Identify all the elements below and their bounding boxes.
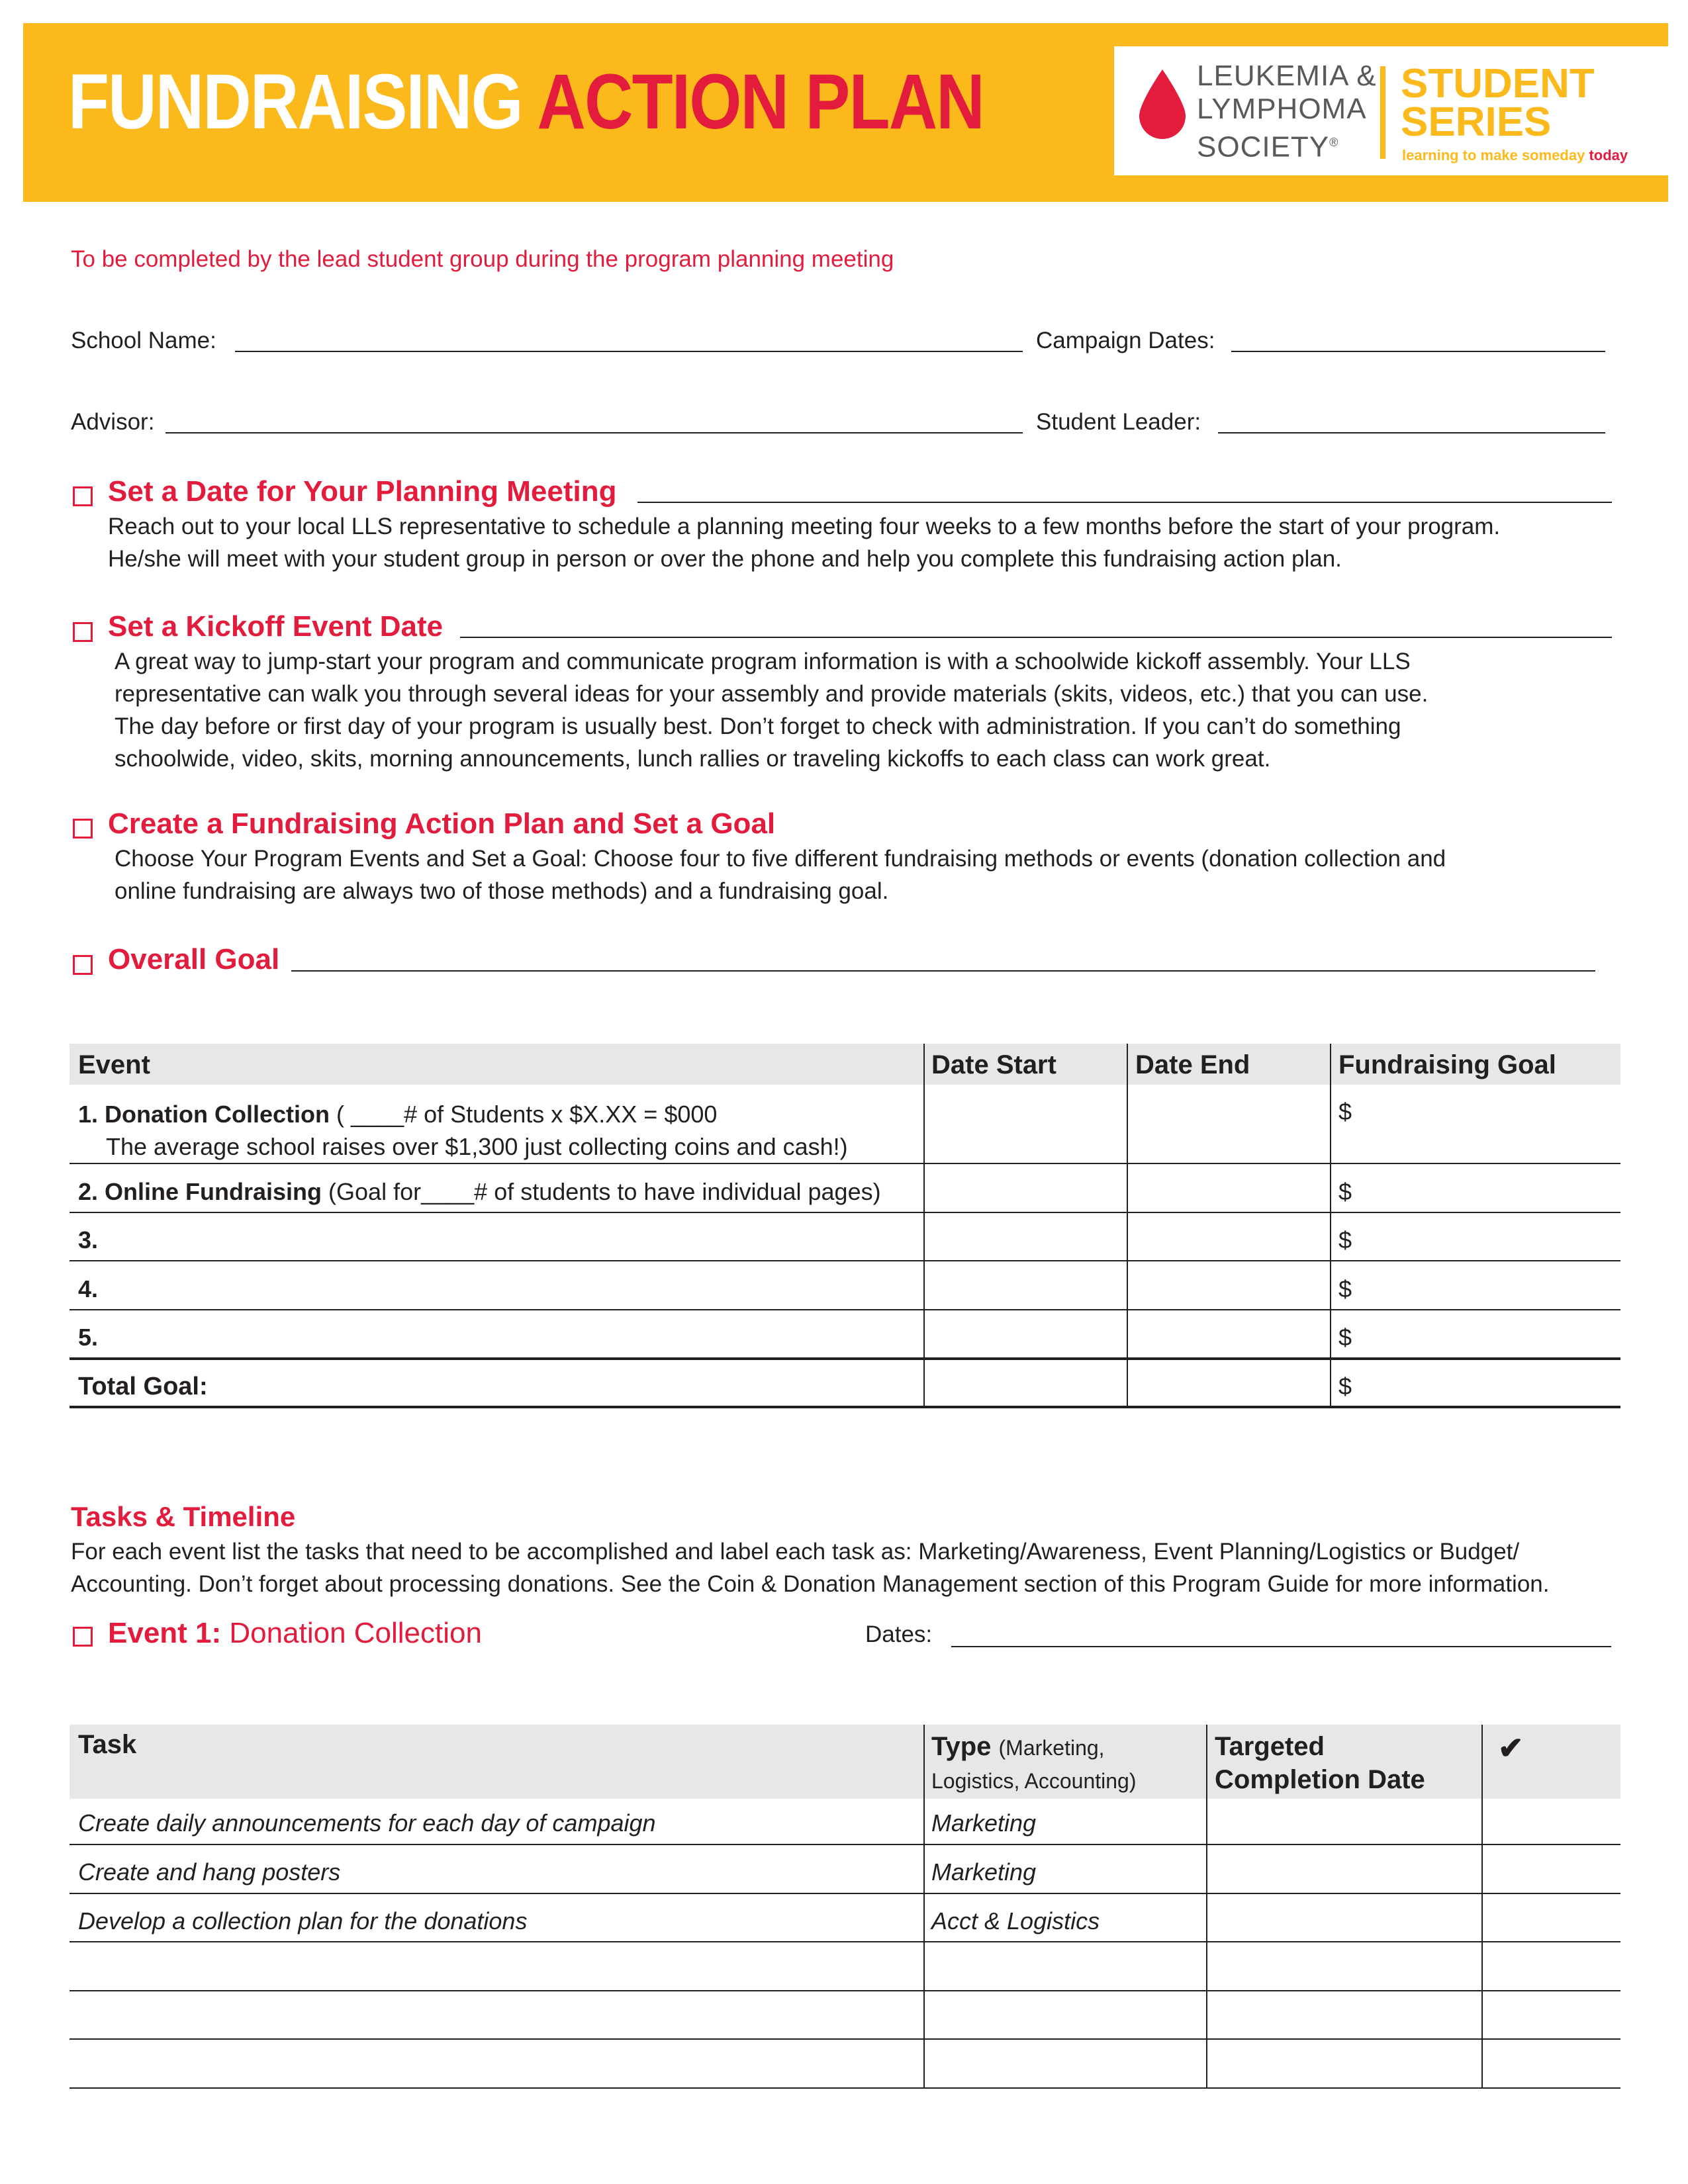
logo-tagline-part2: today	[1589, 147, 1628, 163]
dates-label: Dates:	[865, 1621, 933, 1647]
task-type-1[interactable]: Marketing	[931, 1809, 1037, 1837]
advisor-label: Advisor:	[71, 409, 155, 435]
section-title-kickoff: Set a Kickoff Event Date	[108, 610, 444, 643]
table-row-1: 1. Donation Collection ( ____# of Students x $X.XX = $000 The average school raises over $1,300 just collecting coins and cash!)	[78, 1101, 848, 1160]
logo-series-line1: STUDENT	[1401, 61, 1595, 107]
planning-meeting-date-field[interactable]	[637, 502, 1612, 503]
campaign-dates-field[interactable]	[1231, 351, 1605, 352]
section-text-action-plan: Choose Your Program Events and Set a Goal: Choose four to five different fundraising methods or events (donation collection and online fundraising are always two of those methods) and a fundraising goal.	[115, 846, 1446, 904]
header-task: Task	[78, 1730, 137, 1759]
tasks-title: Tasks & Timeline	[71, 1501, 296, 1532]
header-date-end: Date End	[1135, 1050, 1250, 1079]
header-event: Event	[78, 1050, 150, 1079]
task-row-1[interactable]: Create daily announcements for each day of campaign	[78, 1809, 656, 1837]
event-1-label: Event 1: Donation Collection	[108, 1617, 482, 1649]
student-leader-field[interactable]	[1218, 432, 1605, 433]
intro-text: To be completed by the lead student group during the program planning meeting	[71, 246, 894, 272]
checkbox-overall-goal[interactable]	[73, 955, 93, 975]
task-row-2[interactable]: Create and hang posters	[78, 1858, 341, 1886]
overall-goal-field[interactable]	[291, 970, 1595, 972]
tasks-description: For each event list the tasks that need to be accomplished and label each task as: Marketing/Awareness, Event Planning/Logistics or Budget/ Accounting. Don’t forget about processing donations. See the Coin & Donation Management section of this Program Guide for more information.	[71, 1539, 1550, 1597]
logo-org-line1: LEUKEMIA &	[1197, 60, 1377, 92]
section-text-planning-meeting: Reach out to your local LLS representative to schedule a planning meeting four weeks to a few months before the start of your program. He/she will meet with your student group in person or over the phone and help you complete this fundraising action plan.	[108, 514, 1501, 572]
school-name-field[interactable]	[235, 351, 1023, 352]
logo-org-line2: LYMPHOMA	[1197, 93, 1367, 125]
table-row-5: 5.	[78, 1324, 99, 1351]
header-targeted-completion: Targeted Completion Date	[1215, 1732, 1425, 1794]
table-row-2: 2. Online Fundraising (Goal for____# of students to have individual pages)	[78, 1178, 881, 1205]
section-title-overall-goal: Overall Goal	[108, 943, 280, 976]
title-part2: ACTION PLAN	[537, 58, 984, 146]
logo-series-line2: SERIES	[1401, 99, 1552, 145]
checkbox-event-1[interactable]	[73, 1627, 93, 1647]
goal-cell-2[interactable]: $	[1338, 1178, 1352, 1205]
total-goal-label: Total Goal:	[78, 1373, 208, 1400]
section-text-kickoff: A great way to jump-start your program and communicate program information is with a schoolwide kickoff assembly. Your LLS representative can walk you through several ideas for your assembly and provide materials (skits, videos, etc.) that you can use. The day before or first day of your program is usually best. Don’t forget to check with administration. If you can’t do something schoolwide, video, skits, morning announcements, lunch rallies or traveling kickoffs to each class can work great.	[115, 649, 1429, 772]
page-title	[68, 58, 984, 146]
logo-org-line3: SOCIETY®	[1197, 130, 1339, 163]
task-type-3[interactable]: Acct & Logistics	[931, 1907, 1100, 1934]
blood-drop-icon	[1139, 69, 1186, 139]
section-title-action-plan: Create a Fundraising Action Plan and Set a Goal	[108, 807, 776, 840]
checkbox-kickoff-date[interactable]	[73, 622, 93, 642]
campaign-dates-label: Campaign Dates:	[1036, 328, 1215, 353]
lls-logo	[1114, 46, 1668, 175]
school-name-label: School Name:	[71, 328, 216, 353]
title-part1: FUNDRAISING	[68, 58, 522, 146]
task-row-3[interactable]: Develop a collection plan for the donations	[78, 1907, 528, 1934]
checkbox-action-plan[interactable]	[73, 819, 93, 839]
goal-cell-1[interactable]: $	[1338, 1098, 1352, 1125]
header-fundraising-goal: Fundraising Goal	[1338, 1050, 1556, 1079]
checkmark-icon: ✔	[1498, 1731, 1524, 1765]
total-goal-cell[interactable]: $	[1338, 1373, 1352, 1400]
task-type-2[interactable]: Marketing	[931, 1858, 1037, 1886]
goal-cell-3[interactable]: $	[1338, 1226, 1352, 1253]
checkbox-planning-meeting[interactable]	[73, 486, 93, 506]
task-table	[70, 1725, 1620, 2089]
section-title-planning-meeting: Set a Date for Your Planning Meeting	[108, 475, 617, 508]
kickoff-date-field[interactable]	[460, 637, 1612, 638]
header-date-start: Date Start	[931, 1050, 1056, 1079]
advisor-field[interactable]	[165, 432, 1023, 433]
goal-cell-5[interactable]: $	[1338, 1324, 1352, 1351]
event-1-dates-field[interactable]	[951, 1646, 1611, 1647]
logo-tagline-part1: learning to make someday	[1402, 147, 1585, 163]
table-row-4: 4.	[78, 1275, 99, 1302]
logo-divider	[1380, 66, 1385, 159]
goal-cell-4[interactable]: $	[1338, 1275, 1352, 1302]
header-type: Type (Marketing, Logistics, Accounting)	[931, 1732, 1137, 1793]
student-leader-label: Student Leader:	[1036, 409, 1201, 435]
table-row-3: 3.	[78, 1226, 99, 1253]
